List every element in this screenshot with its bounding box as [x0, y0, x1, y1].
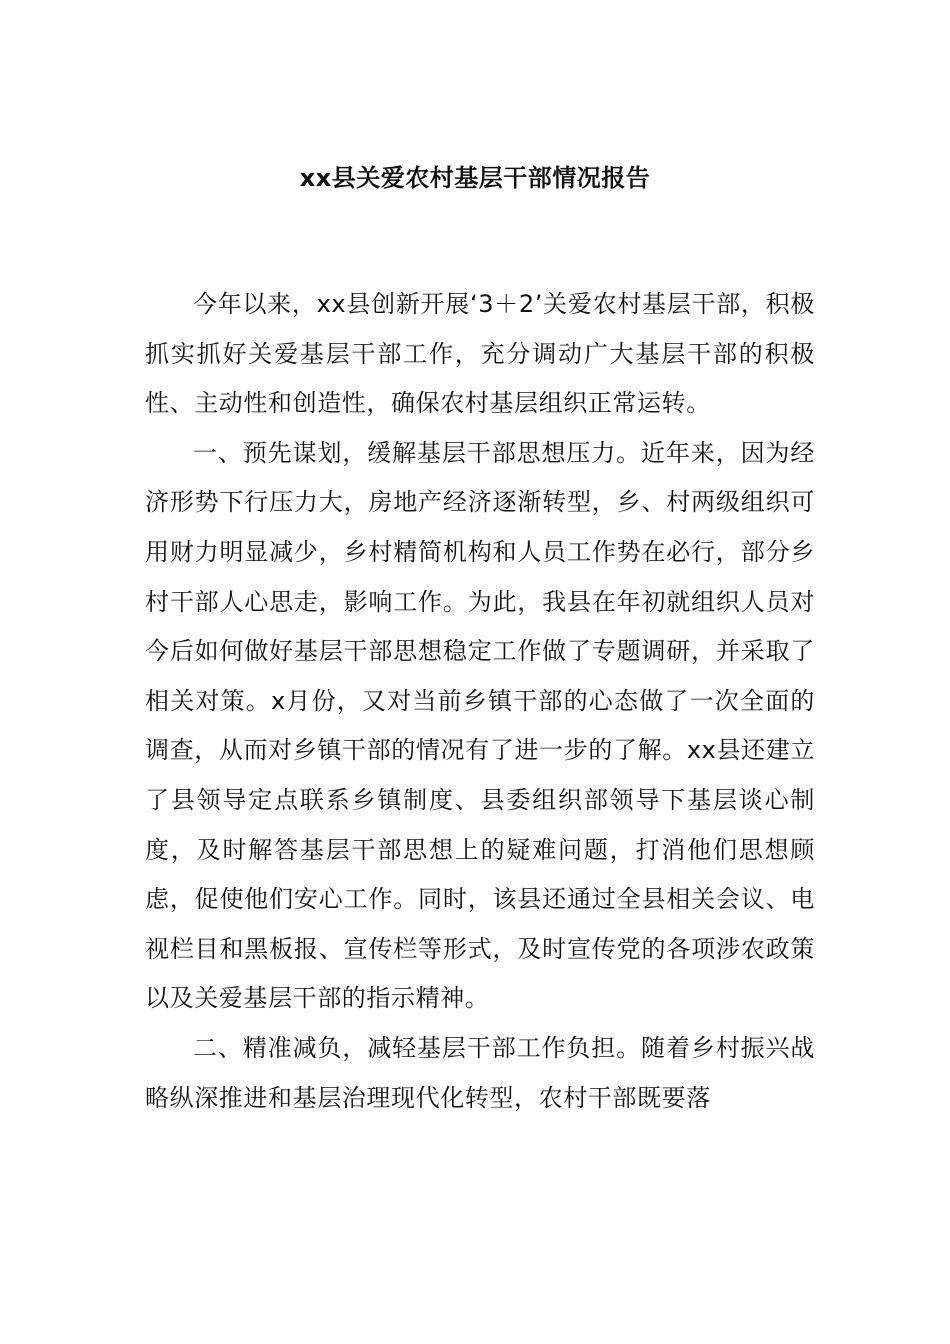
paragraph-section-2: 二、精准减负，减轻基层干部工作负担。随着乡村振兴战略纵深推进和基层治理现代化转型，农村干部既要落 — [145, 1033, 815, 1112]
document-body — [145, 280, 815, 1123]
document-title: xx县关爱农村基层干部情况报告 — [299, 164, 651, 192]
paragraph-intro: 今年以来，xx县创新开展‘3＋2’关爱农村基层干部，积极抓实抓好关爱基层干部工作，充分调动广大基层干部的积极性、主动性和创造性，确保农村基层组织正常运转。 — [145, 290, 815, 418]
paragraph-section-1: 一、预先谋划，缓解基层干部思想压力。近年来，因为经济形势下行压力大，房地产经济逐渐转型，乡、村两级组织可用财力明显减少，乡村精简机构和人员工作势在必行，部分乡村干部人心思走，影响工作。为此，我县在年初就组织人员对今后如何做好基层干部思想稳定工作做了专题调研，并采取了相关对策。x月份，又对当前乡镇干部的心态做了一次全面的调查，从而对乡镇干部的情况有了进一步的了解。xx县还建立了县领导定点联系乡镇制度、县委组织部领导下基层谈心制度，及时解答基层干部思想上的疑难问题，打消他们思想顾虑，促使他们安心工作。同时，该县还通过全县相关会议、电视栏目和黑板报、宣传栏等形式，及时宣传党的各项涉农政策以及关爱基层干部的指示精神。 — [145, 438, 815, 1013]
